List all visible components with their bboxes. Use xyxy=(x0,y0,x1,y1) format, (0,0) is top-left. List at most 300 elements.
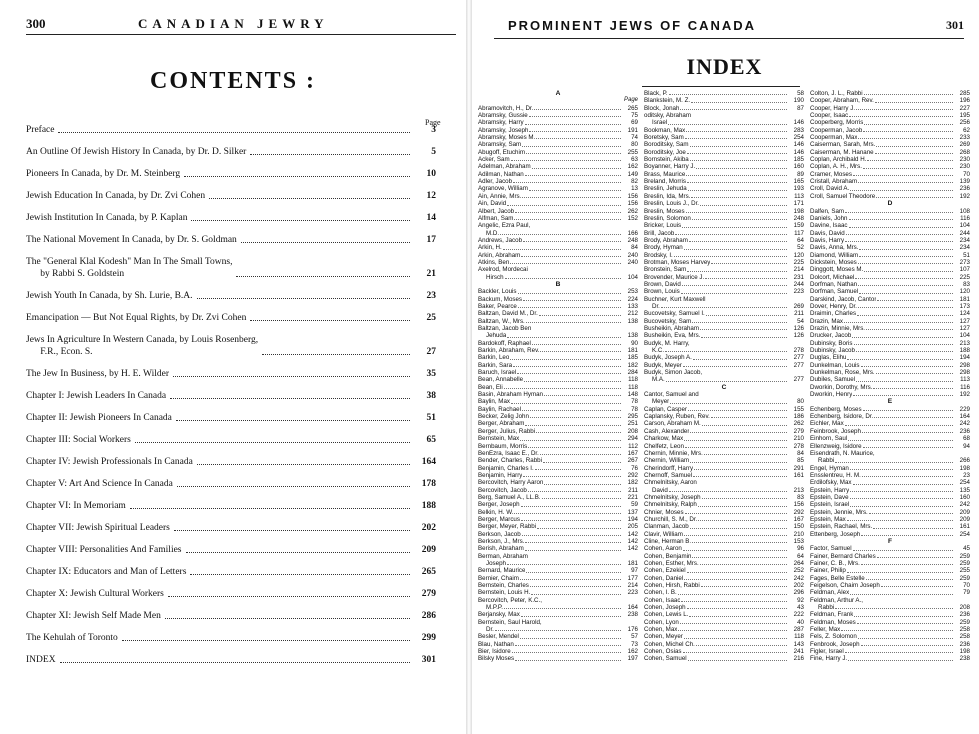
index-entry xyxy=(478,163,638,170)
index-entry xyxy=(644,376,804,383)
index-entry-name: Blau, Nathan xyxy=(478,640,514,648)
index-leader-dots xyxy=(685,443,787,448)
index-entry-page: 138 xyxy=(627,317,638,325)
index-entry-page: 210 xyxy=(793,435,804,443)
index-leader-dots xyxy=(873,523,953,528)
index-entry-name: Davis, Anna, Mrs. xyxy=(810,244,859,252)
index-leader-dots xyxy=(661,303,787,308)
index-entry-page: 73 xyxy=(631,640,638,648)
index-leader-dots xyxy=(877,553,953,558)
index-leader-dots xyxy=(512,648,621,653)
index-leader-dots xyxy=(856,105,953,110)
index-leader-dots xyxy=(689,237,787,242)
index-entry-name: Breslin, Jehuda xyxy=(644,185,687,193)
index-entry-name: Bernbaum, Morris xyxy=(478,442,528,450)
toc-entry-title: Emancipation — But Not Equal Rights, by Dr. Zvi Cohen xyxy=(26,313,247,323)
index-entry-name: Darskind, Jacob, Cantor xyxy=(810,295,877,303)
index-entry-name: Cohen, Daniel xyxy=(644,574,684,582)
index-entry-name: Dolcort, Michael xyxy=(810,273,855,281)
index-entry xyxy=(644,156,804,163)
index-entry-page: 160 xyxy=(793,163,804,171)
index-entry-name: Cohen, Osias xyxy=(644,648,682,656)
index-leader-dots xyxy=(529,185,621,190)
index-entry-page: 78 xyxy=(631,405,638,413)
index-entry-page: 138 xyxy=(627,332,638,340)
index-entry-page: 278 xyxy=(793,347,804,355)
index-leader-dots xyxy=(674,252,787,257)
index-entry xyxy=(644,310,804,317)
index-entry xyxy=(810,237,970,244)
index-entry-name: Cantor, Samuel and xyxy=(644,391,699,399)
index-entry-name: Epstein, Rachael, Mrs. xyxy=(810,523,873,531)
index-entry-name: Barkin, Leo xyxy=(478,354,510,362)
index-leader-dots xyxy=(856,376,953,381)
index-entry-page: 240 xyxy=(627,251,638,259)
toc-leader-dots xyxy=(250,320,410,321)
toc-leader-dots xyxy=(191,220,410,221)
index-entry xyxy=(644,545,804,552)
index-entry-page: 63 xyxy=(631,156,638,164)
index-entry-page: 214 xyxy=(627,582,638,590)
index-leader-dots xyxy=(702,494,787,499)
index-leader-dots xyxy=(507,332,621,337)
left-running-header xyxy=(26,16,456,35)
index-entry-name: K.C. xyxy=(652,347,665,355)
index-entry-page: 265 xyxy=(627,104,638,112)
index-entry xyxy=(478,215,638,222)
index-entry xyxy=(644,193,804,200)
index-entry-page: 244 xyxy=(793,280,804,288)
toc-entry xyxy=(26,334,436,368)
index-entry-page: 213 xyxy=(959,339,970,347)
index-entry-page: 269 xyxy=(793,302,804,310)
index-entry-name: oditsky, Abraham xyxy=(644,112,691,120)
toc-entry xyxy=(26,190,436,212)
index-leader-dots xyxy=(515,655,621,660)
index-entry-page: 209 xyxy=(959,515,970,523)
index-leader-dots xyxy=(537,523,621,528)
toc-entry-page: 25 xyxy=(426,313,436,323)
index-entry-page: 259 xyxy=(959,552,970,560)
index-entry-name: Caplan, Casper xyxy=(644,405,687,413)
index-leader-dots xyxy=(858,259,953,264)
index-entry-page: 70 xyxy=(963,170,970,178)
index-entry-name: Cooper, Isaac xyxy=(810,112,849,120)
index-entry-page: 296 xyxy=(793,589,804,597)
index-leader-dots xyxy=(855,274,953,279)
index-entry xyxy=(644,604,804,611)
index-entry-page: 277 xyxy=(793,376,804,384)
index-entry-page: 195 xyxy=(959,112,970,120)
contents-title: CONTENTS : xyxy=(150,68,317,94)
index-entry-name: Cohen, Max xyxy=(644,626,678,634)
index-leader-dots xyxy=(530,582,621,587)
index-page-label: Page xyxy=(623,97,638,104)
index-entry-name: Bernard, Maurice xyxy=(478,567,526,575)
index-entry-name: Abramsky, Joseph xyxy=(478,126,529,134)
index-leader-dots xyxy=(876,369,953,374)
index-entry-name: Bernstein, Louis H. xyxy=(478,589,531,597)
index-entry-page: 242 xyxy=(959,420,970,428)
index-entry-name: Epstein, Israel xyxy=(810,501,850,509)
index-entry-page: 253 xyxy=(627,288,638,296)
toc-entry xyxy=(26,588,436,610)
index-leader-dots xyxy=(665,347,787,352)
index-entry-name: Hirsch xyxy=(486,273,504,281)
index-leader-dots xyxy=(686,171,787,176)
toc-entry xyxy=(26,632,436,654)
toc-entry xyxy=(26,478,436,500)
index-leader-dots xyxy=(528,443,621,448)
index-entry-name: Benjamin, Charles I. xyxy=(478,464,534,472)
index-leader-dots xyxy=(858,281,953,286)
index-entry xyxy=(644,354,804,361)
toc-entry-title: Chapter X: Jewish Cultural Workers xyxy=(26,589,164,599)
index-entry-name: Cohen, I. B. xyxy=(644,589,677,597)
index-entry-page: 202 xyxy=(793,582,804,590)
index-entry-page: 173 xyxy=(959,302,970,310)
index-entry-name: Cohen, Ezekiel xyxy=(644,567,686,575)
index-leader-dots xyxy=(518,303,621,308)
index-entry xyxy=(644,200,804,207)
index-entry-page: 167 xyxy=(793,515,804,523)
index-entry-name: Chmelnitsky, Ralph xyxy=(644,501,697,509)
index-leader-dots xyxy=(687,266,787,271)
index-entry xyxy=(644,435,804,442)
index-leader-dots xyxy=(522,141,621,146)
index-leader-dots xyxy=(696,641,787,646)
index-entry-page: 268 xyxy=(959,148,970,156)
index-entry-page: 295 xyxy=(627,413,638,421)
index-entry-name: Dworkin, Dorothy, Mrs. xyxy=(810,383,873,391)
index-entry-page: 269 xyxy=(959,141,970,149)
index-entry-name: Cohen, Benjamin xyxy=(644,552,692,560)
index-entry-page: 51 xyxy=(963,251,970,259)
index-entry-name: Joseph xyxy=(486,560,506,567)
index-entry xyxy=(810,274,970,281)
index-entry xyxy=(478,318,638,325)
index-leader-dots xyxy=(711,259,787,264)
index-entry-name: Dr. xyxy=(652,302,660,310)
index-entry xyxy=(810,655,970,662)
index-entry xyxy=(644,105,804,112)
index-entry-name: Colton, J. L., Rabbi xyxy=(810,90,863,97)
index-entry-page: 167 xyxy=(627,449,638,457)
index-entry xyxy=(478,633,638,640)
index-entry xyxy=(478,420,638,427)
index-entry-page: 143 xyxy=(793,640,804,648)
index-entry-name: Becker, Zelig John xyxy=(478,413,529,421)
index-entry-page: 259 xyxy=(959,560,970,567)
index-entry xyxy=(810,281,970,288)
index-entry xyxy=(478,435,638,442)
toc-entry-title: Chapter VIII: Personalities And Families xyxy=(26,545,182,555)
index-leader-dots xyxy=(504,604,621,609)
toc-leader-dots xyxy=(186,552,411,553)
index-entry xyxy=(644,252,804,259)
index-entry-name: Busheikin, Abraham xyxy=(644,325,700,332)
index-entry-page: 181 xyxy=(627,347,638,355)
index-column xyxy=(478,90,638,663)
index-entry-page: 162 xyxy=(627,648,638,656)
index-leader-dots xyxy=(518,288,621,293)
index-entry-page: 209 xyxy=(959,508,970,516)
index-entry-name: Budyk, Simon Jacob, xyxy=(644,369,703,377)
index-entry-name: Cooper, Abraham, Rev. xyxy=(810,97,874,105)
index-entry xyxy=(644,479,804,486)
index-entry xyxy=(644,655,804,662)
index-leader-dots xyxy=(711,413,787,418)
index-entry xyxy=(644,597,804,604)
index-leader-dots xyxy=(849,215,954,220)
index-entry-name: Fages, Belle Estelle xyxy=(810,574,865,582)
index-leader-dots xyxy=(835,457,953,462)
index-leader-dots xyxy=(848,655,953,660)
index-leader-dots xyxy=(525,538,621,543)
index-leader-dots xyxy=(877,296,953,301)
index-entry-name: Berger, Meyer, Rabbi xyxy=(478,523,537,531)
index-entry-page: 273 xyxy=(959,258,970,266)
index-leader-dots xyxy=(687,604,787,609)
index-entry-page: 223 xyxy=(627,589,638,597)
index-leader-dots xyxy=(863,406,953,411)
index-entry-name: Erdilofsky, Max xyxy=(810,479,852,487)
index-entry-page: 118 xyxy=(794,633,804,641)
index-leader-dots xyxy=(850,589,953,594)
index-entry xyxy=(644,259,804,266)
index-leader-dots xyxy=(692,215,787,220)
index-entry-name: Cohen, Joseph xyxy=(644,604,686,612)
index-entry-name: Boroditsky, Joe xyxy=(644,148,686,156)
index-entry xyxy=(644,472,804,479)
index-leader-dots xyxy=(521,501,621,506)
index-entry xyxy=(644,501,804,508)
index-entry-page: 254 xyxy=(793,134,804,142)
index-leader-dots xyxy=(861,531,953,536)
index-entry-name: Cohen, Samuel xyxy=(644,655,687,663)
index-leader-dots xyxy=(687,178,787,183)
index-entry-page: 277 xyxy=(793,361,804,369)
index-leader-dots xyxy=(864,266,953,271)
index-entry xyxy=(644,127,804,134)
index-entry xyxy=(810,134,970,141)
index-entry-name: M.A. xyxy=(652,376,665,384)
index-entry-name: Chernin, William xyxy=(644,457,690,465)
index-leader-dots xyxy=(525,119,621,124)
index-entry-name: Berkson, J., Mrs. xyxy=(478,537,525,545)
index-entry-name: Israel xyxy=(652,119,668,127)
index-entry-page: 164 xyxy=(959,413,970,421)
index-leader-dots xyxy=(529,112,621,117)
index-entry-page: 198 xyxy=(959,464,970,472)
index-entry-name: Bercovitch, Jacob xyxy=(478,486,527,494)
index-leader-dots xyxy=(510,259,621,264)
toc-entry-page: 188 xyxy=(421,501,436,511)
index-entry-page: 238 xyxy=(627,611,638,619)
index-entry xyxy=(478,347,638,354)
index-leader-dots xyxy=(861,560,953,565)
index-entry-page: 279 xyxy=(793,427,804,435)
index-entry-name: Fainer, Bernard Charles xyxy=(810,552,876,560)
index-entry-name: Carson, Abraham M. xyxy=(644,420,701,428)
index-entry xyxy=(478,252,638,259)
index-leader-dots xyxy=(531,589,621,594)
index-entry-name: Drazin, Minnie, Mrs. xyxy=(810,325,866,332)
index-entry xyxy=(810,112,970,119)
toc-entry-page: 5 xyxy=(431,147,436,157)
index-leader-dots xyxy=(678,589,787,594)
index-entry-page: 181 xyxy=(627,560,638,567)
index-leader-dots xyxy=(520,435,621,440)
index-entry xyxy=(478,494,638,501)
index-entry-page: 248 xyxy=(627,236,638,244)
index-entry xyxy=(810,156,970,163)
index-leader-dots xyxy=(850,494,953,499)
toc-entry xyxy=(26,146,436,168)
index-entry-name: Croll, David A. xyxy=(810,185,850,193)
index-entry-name: Adilman, Nathan xyxy=(478,170,524,178)
index-entry-page: 262 xyxy=(627,207,638,215)
index-entry xyxy=(478,413,638,420)
index-leader-dots xyxy=(874,413,953,418)
index-entry xyxy=(810,303,970,310)
index-entry xyxy=(810,369,970,376)
index-entry xyxy=(644,340,804,347)
index-entry-name: Bronstein, Sam xyxy=(644,266,687,274)
index-entry-page: 159 xyxy=(793,222,804,230)
index-entry xyxy=(810,531,970,538)
index-entry-page: 135 xyxy=(959,486,970,494)
index-leader-dots xyxy=(539,310,621,315)
index-entry-name: Black, P. xyxy=(644,90,668,97)
index-entry-page: 194 xyxy=(627,515,638,523)
toc-entry-page: 164 xyxy=(421,457,436,467)
index-leader-dots xyxy=(540,450,621,455)
index-entry-name: Dworkin, Henry xyxy=(810,391,853,399)
index-entry-name: Dover, Henry, Dr. xyxy=(810,302,857,310)
index-entry xyxy=(810,376,970,383)
index-entry xyxy=(810,611,970,618)
index-entry xyxy=(644,619,804,626)
index-entry xyxy=(810,325,970,332)
index-entry-name: Bean, Annabelle xyxy=(478,376,524,384)
index-entry-page: 229 xyxy=(959,405,970,413)
index-entry xyxy=(478,296,638,303)
toc-leader-dots xyxy=(165,618,410,619)
index-leader-dots xyxy=(845,208,953,213)
index-entry xyxy=(478,516,638,523)
index-entry-page: 214 xyxy=(793,266,804,274)
index-entry-name: Albert, Jacob xyxy=(478,207,515,215)
index-letter-heading: E xyxy=(887,398,893,406)
index-entry-page: 230 xyxy=(959,163,970,171)
index-leader-dots xyxy=(532,163,621,168)
index-entry-name: Adler, Jacob xyxy=(478,178,513,186)
index-letter-heading: C xyxy=(721,383,727,391)
index-leader-dots xyxy=(542,494,621,499)
index-entry-name: Abramsky, Harry xyxy=(478,119,524,127)
toc-entry xyxy=(26,124,436,146)
index-entry-page: 104 xyxy=(959,332,970,340)
toc-entry-title: Jewish Institution In Canada, by P. Kaplan xyxy=(26,213,188,223)
index-leader-dots xyxy=(853,171,953,176)
index-entry-name: Basin, Abraham Hyman xyxy=(478,391,543,399)
index-leader-dots xyxy=(513,178,621,183)
index-leader-dots xyxy=(857,310,953,315)
index-leader-dots xyxy=(684,575,787,580)
index-entry-name: Daniels, John xyxy=(810,214,848,222)
index-entry xyxy=(478,450,638,457)
index-leader-dots xyxy=(688,655,787,660)
index-entry xyxy=(478,626,638,633)
index-entry-name: Cristall, Abraham xyxy=(810,178,858,186)
index-entry-name: Dinggott, Moses M. xyxy=(810,266,864,274)
index-leader-dots xyxy=(861,362,953,367)
index-leader-dots xyxy=(686,208,787,213)
index-leader-dots xyxy=(681,597,787,602)
index-entry xyxy=(478,501,638,508)
index-entry-page: 45 xyxy=(963,545,970,553)
index-entry xyxy=(810,347,970,354)
index-entry xyxy=(810,428,970,435)
index-entry xyxy=(644,362,804,369)
toc-entry xyxy=(26,610,436,632)
index-entry-page: 244 xyxy=(959,229,970,237)
index-entry-page: 120 xyxy=(793,251,804,259)
index-leader-dots xyxy=(691,193,787,198)
index-entry-name: Block, Jonah xyxy=(644,104,680,112)
index-entry xyxy=(644,648,804,655)
index-entry xyxy=(644,237,804,244)
index-leader-dots xyxy=(690,141,787,146)
index-leader-dots xyxy=(858,303,953,308)
index-entry xyxy=(810,141,970,148)
index-entry-page: 84 xyxy=(631,244,638,252)
index-entry-name: BenEzra, Isaac E., Dr. xyxy=(478,449,539,457)
toc-entry-title: Chapter VII: Jewish Spiritual Leaders xyxy=(26,523,170,533)
index-entry-name: Cherindorff, Harry xyxy=(644,464,694,472)
index-entry-name: Atkins, Ben xyxy=(478,258,510,266)
index-leader-dots xyxy=(504,384,621,389)
left-page-number: 300 xyxy=(26,16,46,31)
left-running-head: CANADIAN JEWRY xyxy=(138,16,329,31)
index-entry xyxy=(810,457,970,464)
index-entry-name: Buchner, Kurt Maxwell xyxy=(644,295,706,303)
toc-entry-page: 17 xyxy=(426,235,436,245)
index-entry xyxy=(810,119,970,126)
index-entry-page: 221 xyxy=(627,493,638,501)
index-entry-page: 208 xyxy=(959,604,970,612)
index-entry xyxy=(478,589,638,596)
index-entry-page: 197 xyxy=(627,655,638,663)
index-entry-page: 64 xyxy=(797,552,804,560)
index-entry xyxy=(644,523,804,530)
index-leader-dots xyxy=(688,185,787,190)
index-entry-page: 155 xyxy=(793,405,804,413)
index-entry xyxy=(810,362,970,369)
index-entry-page: 23 xyxy=(963,471,970,479)
toc-leader-dots xyxy=(60,662,410,663)
index-entry-name: Dickstein, Moses xyxy=(810,258,857,266)
toc-entry-page: 21 xyxy=(426,269,436,279)
index-entry-name: Bercovitch, Harry Aaron xyxy=(478,479,544,487)
index-entry-page: 258 xyxy=(959,633,970,641)
index-entry-name: Caiserman, Sarah, Mrs. xyxy=(810,141,876,149)
index-entry-page: 160 xyxy=(959,493,970,501)
index-entry xyxy=(810,589,970,596)
index-entry-page: 222 xyxy=(793,611,804,619)
index-entry-page: 182 xyxy=(627,479,638,487)
